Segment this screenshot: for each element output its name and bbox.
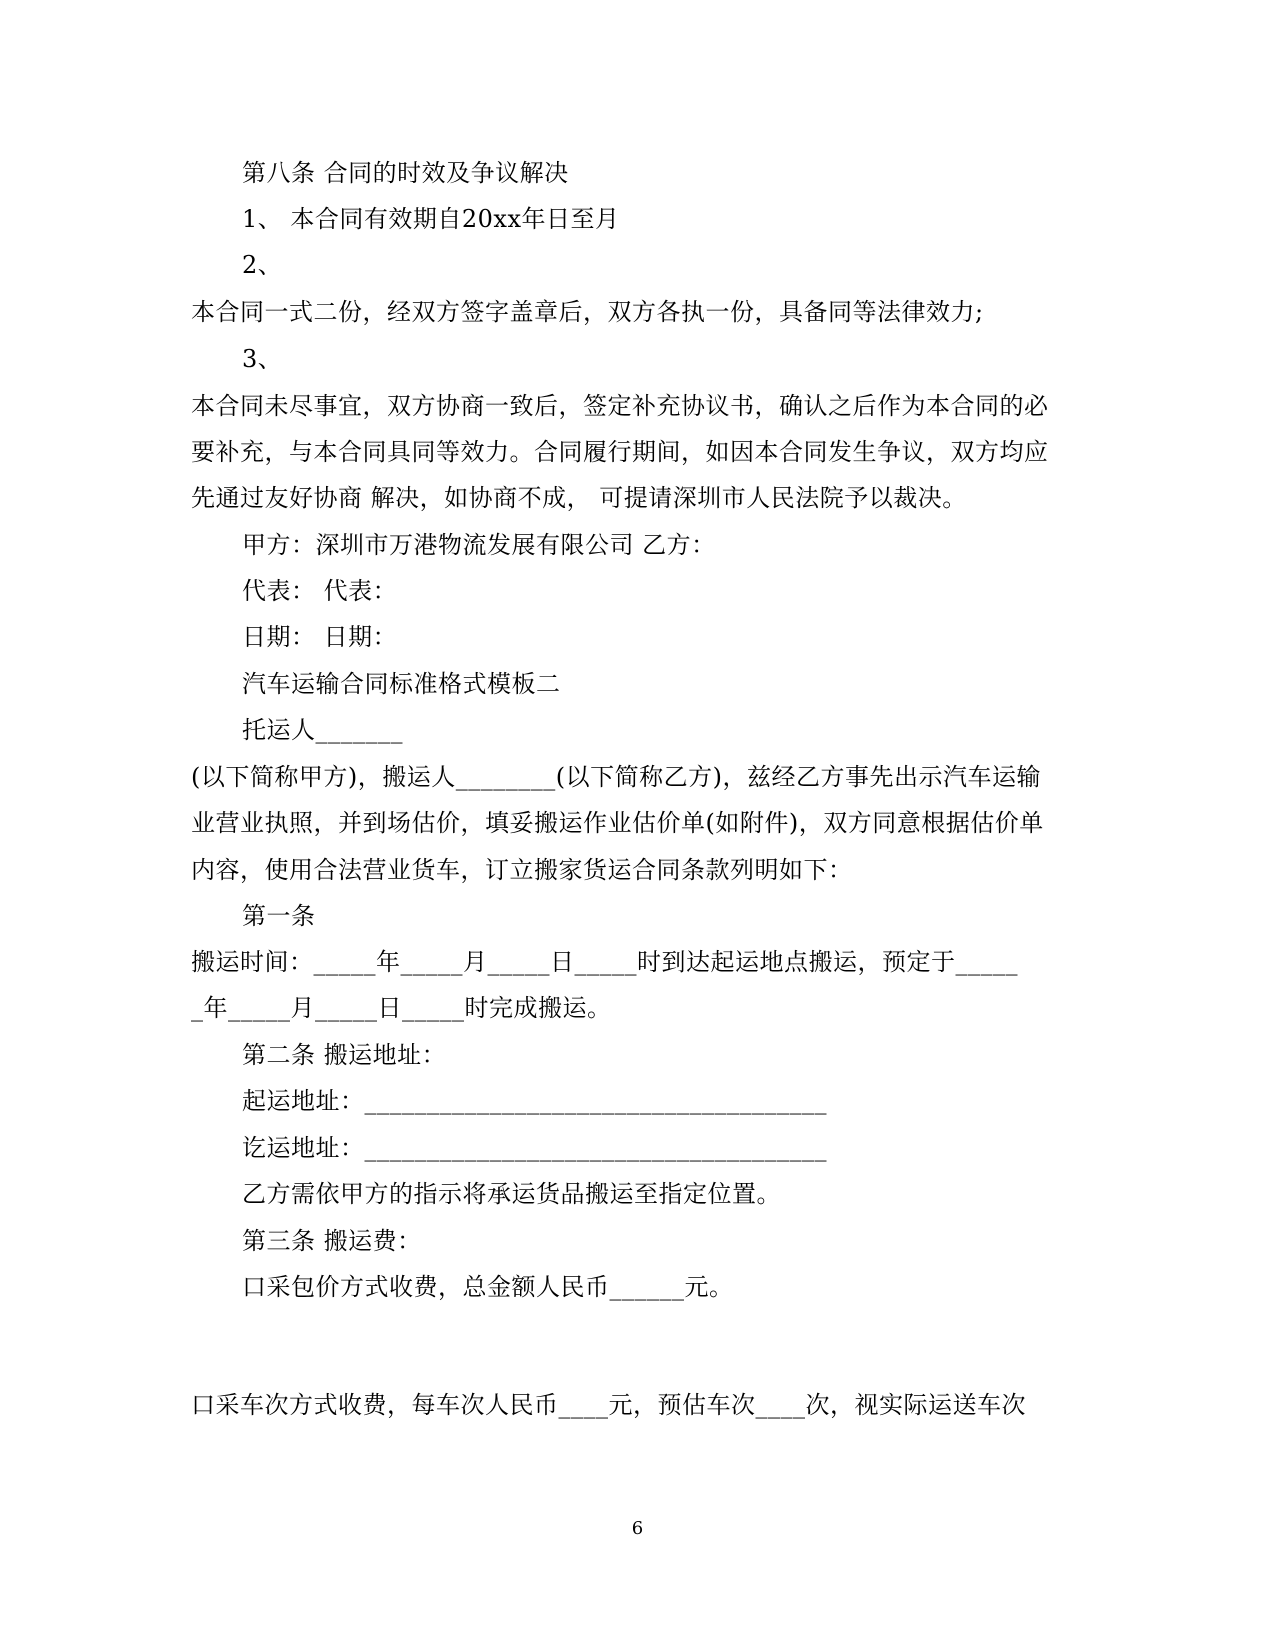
destination-address: 讫运地址：_____________________________________ (242, 1134, 827, 1162)
clause-1-validity: 1、 本合同有效期自20xx年日至月 (242, 205, 620, 233)
consignor-line: 托运人_______ (242, 716, 403, 744)
article-2-heading: 第二条 搬运地址： (242, 1041, 447, 1069)
per-trip-fee-option: 口采车次方式收费，每车次人民币____元，预估车次____次，视实际运送车次 (191, 1391, 1026, 1419)
clause-3-text-line-1: 本合同未尽事宜，双方协商一致后，签定补充协议书，确认之后作为本合同的必 (191, 392, 1049, 420)
clause-2-text: 本合同一式二份，经双方签字盖章后，双方各执一份，具备同等法律效力; (191, 298, 984, 326)
signing-dates: 日期： 日期： (242, 623, 398, 651)
lump-sum-fee-option: 口采包价方式收费，总金额人民币______元。 (242, 1273, 734, 1301)
intro-line-3: 内容，使用合法营业货车，订立搬家货运合同条款列明如下： (191, 856, 853, 884)
clause-3-text-line-3: 先通过友好协商 解决，如协商不成， 可提请深圳市人民法院予以裁决。 (191, 484, 967, 512)
template-2-title: 汽车运输合同标准格式模板二 (242, 670, 561, 698)
delivery-instruction: 乙方需依甲方的指示将承运货品搬运至指定位置。 (242, 1180, 781, 1208)
moving-time-line-2: _年_____月_____日_____时完成搬运。 (191, 994, 612, 1022)
clause-3-number: 3、 (242, 345, 283, 373)
page-number: 6 (631, 1518, 644, 1539)
article-1-heading: 第一条 (242, 902, 316, 930)
origin-address: 起运地址：_____________________________________ (242, 1087, 827, 1115)
intro-line-1: (以下简称甲方)，搬运人________(以下简称乙方)，兹经乙方事先出示汽车运输 (191, 763, 1041, 791)
article-3-heading: 第三条 搬运费： (242, 1227, 422, 1255)
clause-2-number: 2、 (242, 251, 283, 279)
moving-time-line-1: 搬运时间：_____年_____月_____日_____时到达起运地点搬运，预定于_____ (191, 948, 1018, 976)
intro-line-2: 业营业执照，并到场估价，填妥搬运作业估价单(如附件)，双方同意根据估价单 (191, 809, 1044, 837)
clause-3-text-line-2: 要补充，与本合同具同等效力。合同履行期间，如因本合同发生争议，双方均应 (191, 438, 1049, 466)
article-8-heading: 第八条 合同的时效及争议解决 (242, 159, 569, 187)
party-names: 甲方：深圳市万港物流发展有限公司 乙方： (242, 531, 716, 559)
representatives: 代表： 代表： (242, 577, 398, 605)
